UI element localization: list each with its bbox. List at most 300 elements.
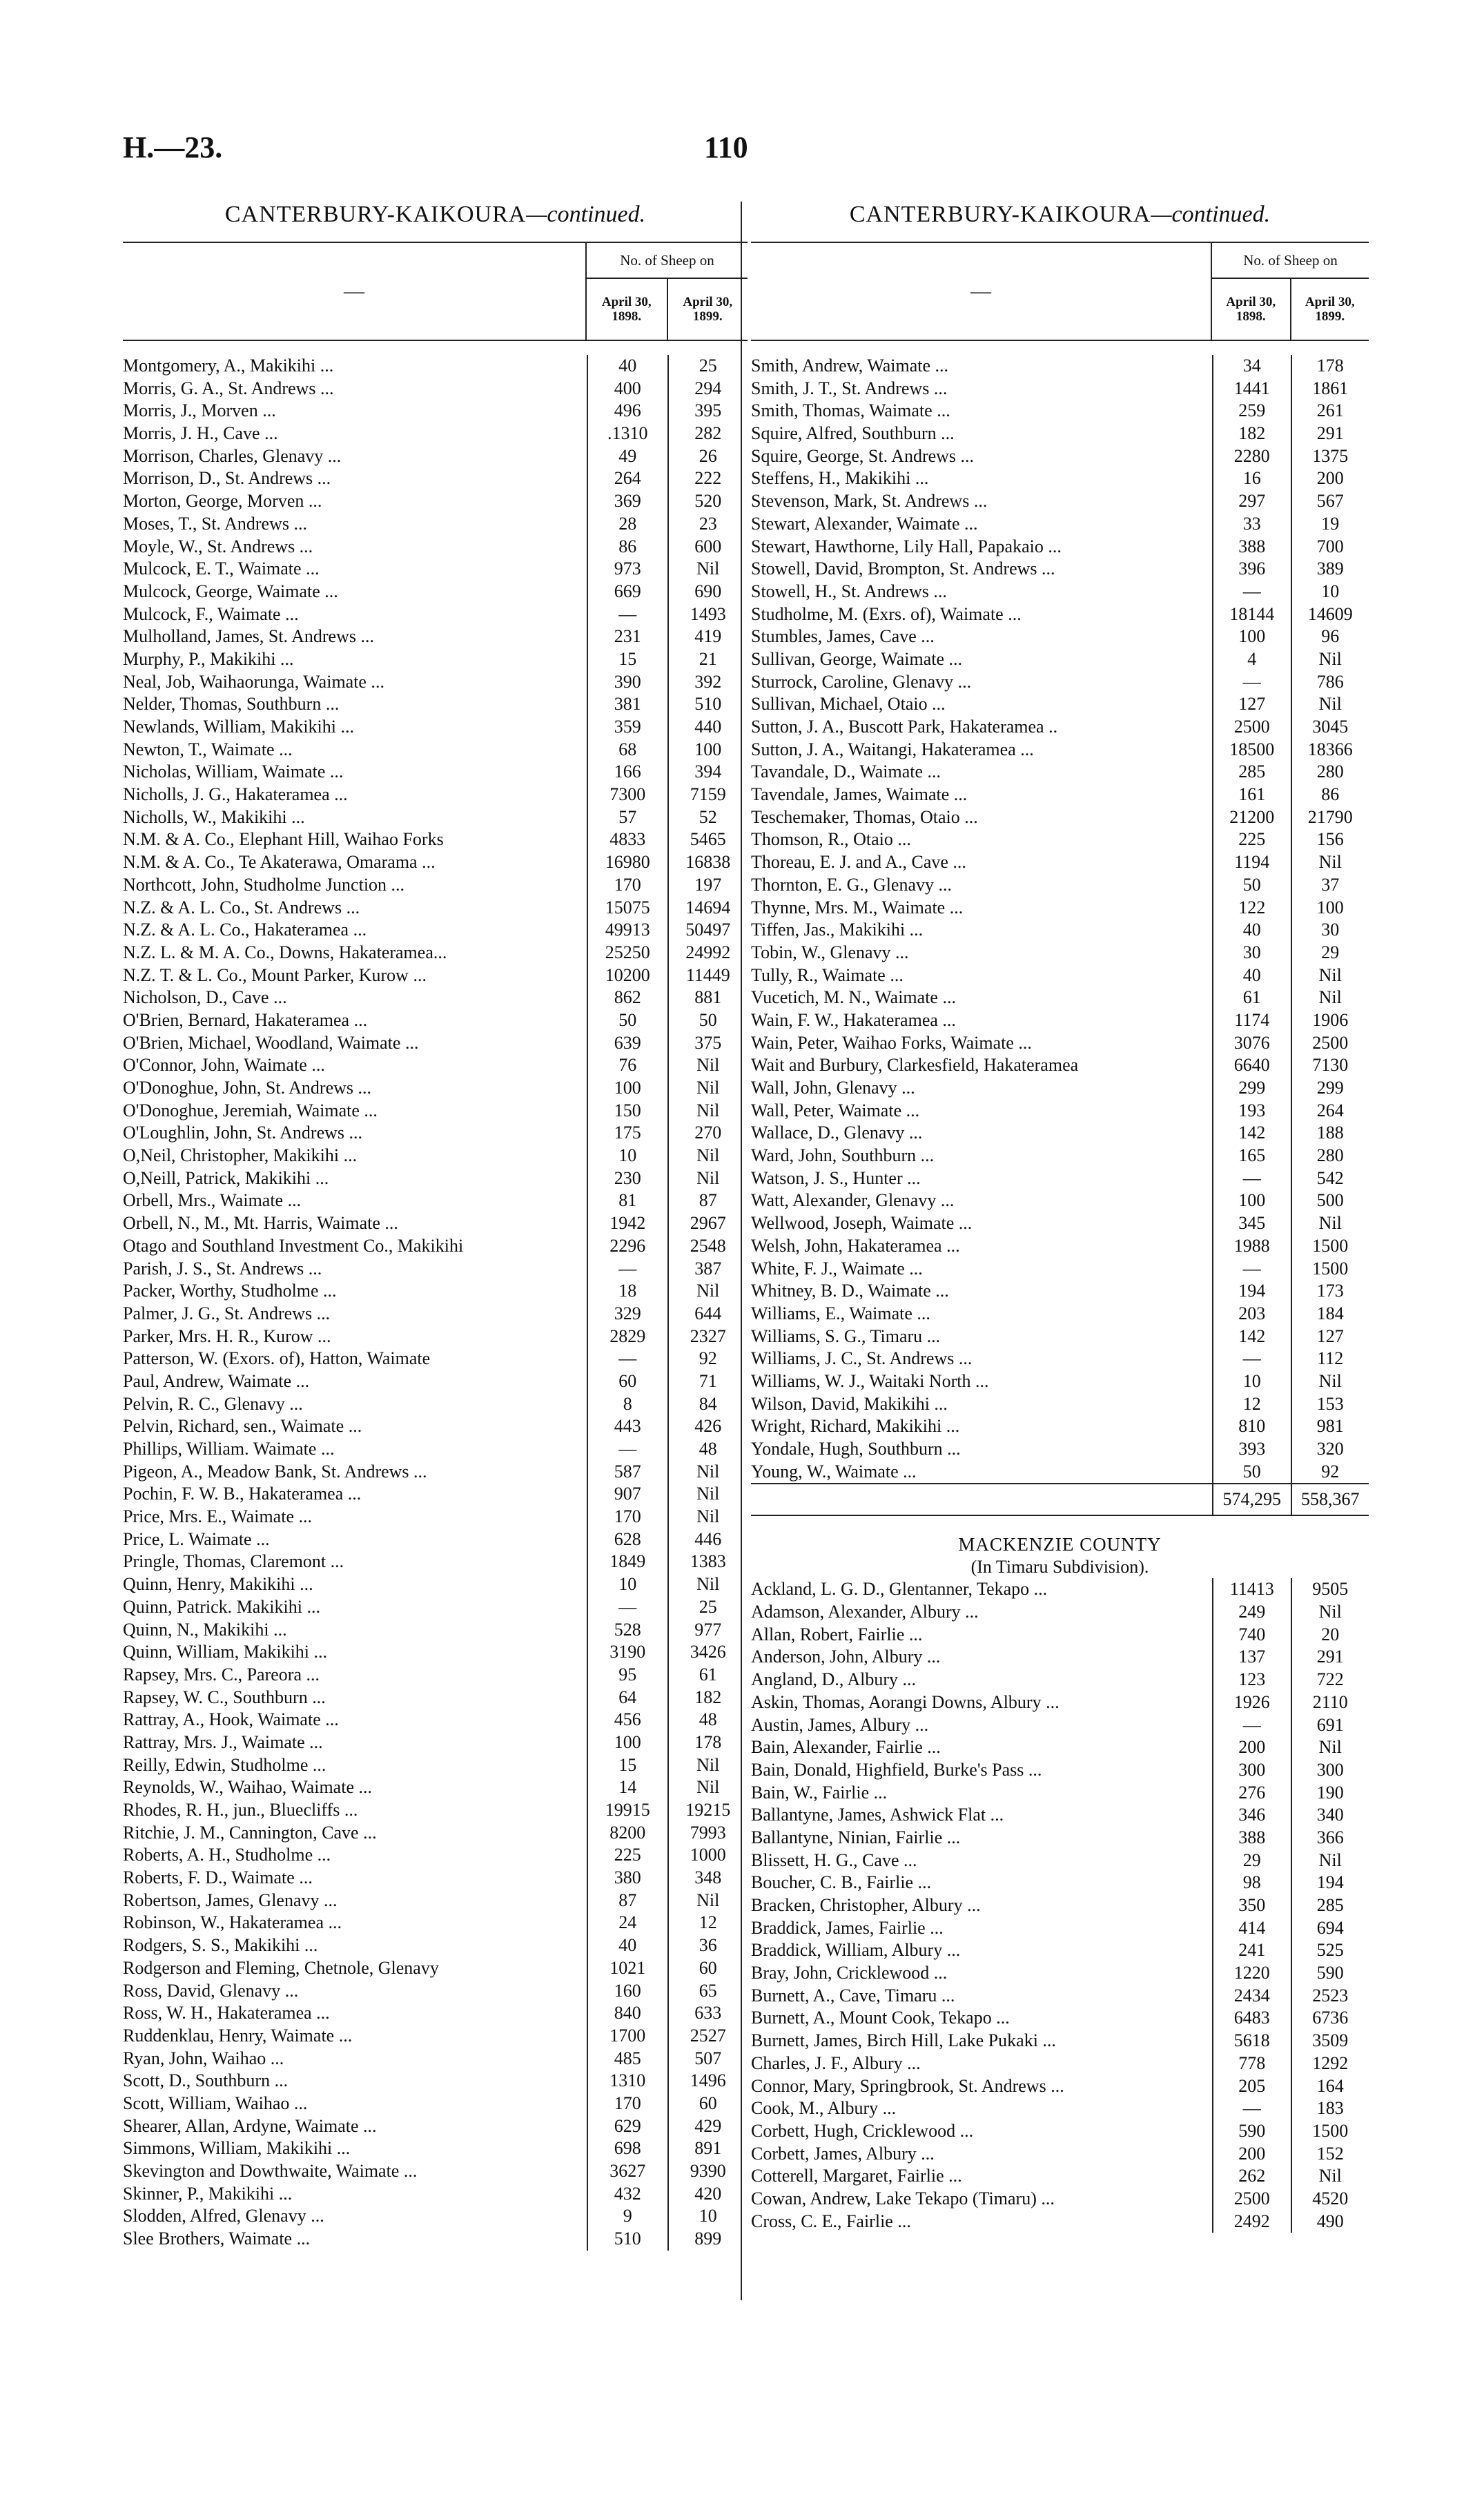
table-row	[123, 1596, 748, 1619]
sheep-1898: 241	[1212, 1939, 1291, 1962]
table-row	[751, 2165, 1369, 2188]
holder-name: Neal, Job, Waihaorunga, Waimate ...	[123, 671, 384, 692]
sheep-1899: 2527	[667, 2025, 748, 2048]
sheep-1899: 2327	[667, 1326, 748, 1348]
holder-name: Welsh, John, Hakateramea ...	[751, 1235, 960, 1256]
holder-name: Sutton, J. A., Waitangi, Hakateramea ...	[751, 739, 1034, 759]
table-row	[123, 1844, 748, 1867]
sheep-1898: —	[1212, 1714, 1291, 1737]
holder-name: O,Neil, Christopher, Makikihi ...	[123, 1145, 358, 1166]
table-row	[751, 919, 1369, 942]
sheep-1899: 1375	[1291, 445, 1369, 468]
section-subtitle: (In Timaru Subdivision).	[970, 1557, 1149, 1577]
sheep-1899: 183	[1291, 2097, 1369, 2120]
sheep-1898: 2500	[1212, 716, 1291, 739]
table-row	[123, 828, 748, 851]
table-row	[123, 1867, 748, 1890]
holder-name: Whitney, B. D., Waimate ...	[751, 1281, 949, 1301]
sheep-1899: Nil	[1291, 964, 1369, 987]
sheep-1899: 21	[667, 648, 748, 671]
table-row	[751, 355, 1369, 378]
holder-name: Mulcock, E. T., Waimate ...	[123, 559, 320, 579]
sheep-1898: 200	[1212, 1736, 1291, 1759]
table-row	[751, 1438, 1369, 1461]
sheep-1899: 173	[1291, 1280, 1369, 1303]
sheep-1898: 381	[587, 693, 667, 716]
holder-name: Ackland, L. G. D., Glentanner, Tekapo ...	[751, 1579, 1048, 1600]
sheep-1899: 100	[667, 739, 748, 761]
table-row	[123, 1890, 748, 1912]
sheep-1898: 194	[1212, 1280, 1291, 1303]
holder-name: Wain, F. W., Hakateramea ...	[751, 1009, 956, 1030]
sheep-1898: 166	[587, 761, 667, 784]
sheep-1898: 6640	[1212, 1054, 1291, 1077]
sheep-1899: 61	[667, 1664, 748, 1687]
sheep-1898: 10	[1212, 1370, 1291, 1393]
holder-name: Williams, S. G., Timaru ...	[751, 1326, 941, 1346]
table-row	[123, 1009, 748, 1032]
sheep-1899: 722	[1291, 1669, 1369, 1691]
sheep-1898: 740	[1212, 1624, 1291, 1647]
holder-name: Rapsey, W. C., Southburn ...	[123, 1687, 326, 1707]
holder-name: Burnett, James, Birch Hill, Lake Pukaki ...	[751, 2030, 1056, 2051]
sheep-1898: 87	[587, 1890, 667, 1912]
holder-name: Mulcock, F., Waimate ...	[123, 603, 299, 624]
table-row	[123, 1235, 748, 1258]
table-row	[123, 1664, 748, 1687]
holder-name: Morris, J. H., Cave ...	[123, 423, 278, 444]
holder-name: Slee Brothers, Waimate ...	[123, 2229, 311, 2249]
holder-name: Patterson, W. (Exors. of), Hatton, Waimate	[123, 1348, 431, 1369]
sheep-1899: 164	[1291, 2075, 1369, 2098]
sheep-1898: 629	[587, 2115, 667, 2138]
holder-name: Adamson, Alexander, Albury ...	[751, 1602, 979, 1622]
sheep-1899: 4520	[1291, 2188, 1369, 2211]
holder-name: Burnett, A., Cave, Timaru ...	[751, 1985, 955, 2006]
table-row	[123, 355, 748, 378]
holder-name: Cross, C. E., Fairlie ...	[751, 2211, 911, 2231]
sheep-1899: Nil	[667, 1754, 748, 1777]
sheep-1899: 18366	[1291, 739, 1369, 761]
table-row	[123, 1167, 748, 1190]
sheep-1899: Nil	[667, 558, 748, 581]
sheep-1898: 64	[587, 1687, 667, 1709]
table-row	[123, 1100, 748, 1123]
col-1898-header: April 30, 1898.	[1226, 295, 1276, 324]
holder-name: Mulholland, James, St. Andrews ...	[123, 626, 374, 647]
table-row	[123, 806, 748, 829]
sheep-1898: 100	[587, 1731, 667, 1754]
table-row	[123, 2228, 748, 2251]
table-row	[751, 648, 1369, 671]
sheep-1898: 49	[587, 445, 667, 468]
sheep-1899: 394	[667, 761, 748, 784]
holder-name: White, F. J., Waimate ...	[751, 1258, 923, 1279]
holder-name: Watt, Alexander, Glenavy ...	[751, 1190, 955, 1211]
sheep-1899: 387	[667, 1258, 748, 1281]
holder-name: Teschemaker, Thomas, Otaio ...	[751, 806, 978, 827]
sheep-1899: 1496	[667, 2070, 748, 2093]
sheep-1898: 30	[1212, 942, 1291, 964]
sheep-1899: 92	[667, 1348, 748, 1370]
sheep-1899: 19215	[667, 1799, 748, 1822]
sheep-1898: 587	[587, 1461, 667, 1484]
holder-name: Stevenson, Mark, St. Andrews ...	[751, 491, 988, 512]
sheep-1899: 420	[667, 2183, 748, 2206]
sheep-1899: 29	[1291, 942, 1369, 964]
sheep-1898: 1310	[587, 2070, 667, 2093]
table-row	[751, 1601, 1369, 1624]
table-row	[123, 1370, 748, 1393]
holder-name: Packer, Worthy, Studholme ...	[123, 1281, 337, 1301]
table-row	[751, 1894, 1369, 1917]
table-row	[123, 648, 748, 671]
table-row	[751, 1326, 1369, 1348]
sheep-1898: 2434	[1212, 1985, 1291, 2008]
holder-name: Pochin, F. W. B., Hakateramea ...	[123, 1484, 362, 1504]
sheep-1899: 2967	[667, 1212, 748, 1235]
holder-name: Montgomery, A., Makikihi ...	[123, 356, 334, 376]
sheep-1898: 262	[1212, 2165, 1291, 2188]
table-row	[751, 1714, 1369, 1737]
holder-name: Wallace, D., Glenavy ...	[751, 1123, 923, 1143]
sheep-1898: 100	[1212, 1190, 1291, 1212]
sheep-1898: 2492	[1212, 2211, 1291, 2233]
table-row	[123, 1483, 748, 1506]
sheep-1898: 11413	[1212, 1578, 1291, 1601]
table-row	[751, 1077, 1369, 1100]
holder-name: Cotterell, Margaret, Fairlie ...	[751, 2166, 962, 2186]
sheep-1898: 2280	[1212, 445, 1291, 468]
table-row	[123, 942, 748, 964]
table-row	[751, 1009, 1369, 1032]
sheep-1899: 294	[667, 378, 748, 400]
holder-name: Sullivan, Michael, Otaio ...	[751, 694, 946, 715]
sheep-1898: 350	[1212, 1894, 1291, 1917]
table-row	[123, 1212, 748, 1235]
sheep-1899: 6736	[1291, 2007, 1369, 2030]
holder-name: Murphy, P., Makikihi ...	[123, 648, 294, 669]
sheep-1899: 690	[667, 581, 748, 603]
sheep-1898: 18500	[1212, 739, 1291, 761]
table-row	[123, 1122, 748, 1145]
sheep-1898: 16	[1212, 467, 1291, 490]
table-row	[751, 2120, 1369, 2143]
sheep-column-group	[585, 243, 748, 340]
sheep-1899: 490	[1291, 2211, 1369, 2233]
sheep-1899: Nil	[1291, 1370, 1369, 1393]
sheep-1899: 7993	[667, 1822, 748, 1845]
table-row	[751, 445, 1369, 468]
holder-name: O'Brien, Bernard, Hakateramea ...	[123, 1009, 368, 1030]
sheep-1898: 123	[1212, 1669, 1291, 1691]
sheep-1899: 389	[1291, 558, 1369, 581]
table-row	[123, 1957, 748, 1980]
sheep-1899: 14609	[1291, 603, 1369, 626]
table-row	[751, 671, 1369, 694]
holder-name: Robinson, W., Hakateramea ...	[123, 1912, 342, 1933]
table-row	[751, 558, 1369, 581]
sheep-1898: 528	[587, 1619, 667, 1642]
sheep-1899: 197	[667, 874, 748, 897]
table-row	[123, 1619, 748, 1642]
sheep-1898: 10200	[587, 964, 667, 987]
sheep-1899: 3509	[1291, 2030, 1369, 2052]
holder-name: Rapsey, Mrs. C., Pareora ...	[123, 1664, 320, 1685]
table-row	[751, 716, 1369, 739]
section-heading	[751, 202, 1369, 242]
sheep-1899: Nil	[667, 1890, 748, 1912]
sheep-1899: 691	[1291, 1714, 1369, 1737]
sheep-1899: Nil	[1291, 851, 1369, 874]
holder-name: O'Donoghue, John, St. Andrews ...	[123, 1078, 372, 1098]
holder-name: Sullivan, George, Waimate ...	[751, 648, 962, 669]
holder-name: Ballantyne, Ninian, Fairlie ...	[751, 1827, 961, 1847]
sheep-1899: 291	[1291, 1646, 1369, 1669]
sheep-1899: Nil	[1291, 1601, 1369, 1624]
table-row	[751, 1939, 1369, 1962]
sheep-1898: 170	[587, 1506, 667, 1528]
sheep-1898: 137	[1212, 1646, 1291, 1669]
sheep-1898: 15	[587, 1754, 667, 1777]
sheep-1898: 432	[587, 2183, 667, 2206]
sheep-1898: 396	[1212, 558, 1291, 581]
sheep-1899: 899	[667, 2228, 748, 2251]
table-row	[751, 1850, 1369, 1872]
table-row	[123, 1687, 748, 1709]
sheep-1898: 639	[587, 1032, 667, 1055]
sheep-1899: 429	[667, 2115, 748, 2138]
sheep-1898: 264	[587, 467, 667, 490]
holder-name: N.M. & A. Co., Elephant Hill, Waihao Forks	[123, 829, 444, 850]
holder-name: Yondale, Hugh, Southburn ...	[751, 1439, 961, 1459]
table-row	[751, 1393, 1369, 1416]
sheep-1899: 36	[667, 1934, 748, 1957]
holder-name: Quinn, Henry, Makikihi ...	[123, 1574, 313, 1595]
table-header	[751, 242, 1369, 341]
sheep-1898: 259	[1212, 400, 1291, 423]
sheep-1899: Nil	[1291, 2165, 1369, 2188]
sheep-1899: 60	[667, 1957, 748, 1980]
holder-name: Boucher, C. B., Fairlie ...	[751, 1872, 932, 1893]
sheep-1899: 285	[1291, 1894, 1369, 1917]
sheep-1898: —	[587, 1348, 667, 1370]
table-row	[751, 1646, 1369, 1669]
table-row	[123, 851, 748, 874]
holder-name: Tiffen, Jas., Makikihi ...	[751, 920, 924, 940]
sheep-1899: 37	[1291, 874, 1369, 897]
holder-name: Anderson, John, Albury ...	[751, 1647, 941, 1667]
sheep-1899: 96	[1291, 625, 1369, 648]
sheep-group-label: No. of Sheep on	[587, 243, 748, 279]
sheep-1898: 193	[1212, 1100, 1291, 1123]
sheep-1899: 194	[1291, 1872, 1369, 1894]
holder-name: Ruddenklau, Henry, Waimate ...	[123, 2025, 353, 2046]
holder-name: O'Loughlin, John, St. Andrews ...	[123, 1123, 363, 1143]
sheep-1898: 40	[587, 1934, 667, 1957]
holder-name: Price, L. Waimate ...	[123, 1528, 270, 1549]
table-row	[123, 625, 748, 648]
holder-name: Thoreau, E. J. and A., Cave ...	[751, 852, 966, 873]
table-row	[123, 761, 748, 784]
sheep-1898: 2296	[587, 1235, 667, 1258]
sheep-1898: 160	[587, 1980, 667, 2003]
sheep-1899: 977	[667, 1619, 748, 1642]
sheep-1899: 182	[667, 1687, 748, 1709]
sheep-1898: —	[587, 1438, 667, 1461]
sheep-1898: 40	[1212, 919, 1291, 942]
table-row	[751, 1782, 1369, 1805]
sheep-1898: 1441	[1212, 378, 1291, 400]
holder-name: Roberts, A. H., Studholme ...	[123, 1845, 331, 1865]
sheep-1899: 10	[1291, 581, 1369, 603]
sheep-1898: 1849	[587, 1551, 667, 1573]
table-row	[123, 603, 748, 626]
holder-name: Smith, Andrew, Waimate ...	[751, 356, 949, 376]
table-row	[123, 1506, 748, 1528]
holder-name: Simmons, William, Makikihi ...	[123, 2138, 351, 2159]
table-row	[123, 1077, 748, 1100]
col-1899-header: April 30, 1899.	[1290, 279, 1369, 340]
sheep-1898: 1194	[1212, 851, 1291, 874]
table-row	[123, 784, 748, 806]
table-row	[751, 1578, 1369, 1601]
sheep-1899: 600	[667, 536, 748, 559]
sheep-1899: 264	[1291, 1100, 1369, 1123]
table-row	[751, 761, 1369, 784]
heading-text: CANTERBURY-KAIKOURA	[849, 202, 1151, 227]
holder-name: Stewart, Hawthorne, Lily Hall, Papakaio ...	[751, 536, 1062, 556]
holder-name: Morris, J., Morven ...	[123, 400, 276, 421]
holder-name: Scott, D., Southburn ...	[123, 2070, 289, 2091]
sheep-1899: 395	[667, 400, 748, 423]
sheep-1898: 12	[1212, 1393, 1291, 1416]
table-row	[751, 897, 1369, 920]
holder-name: Nelder, Thomas, Southburn ...	[123, 694, 340, 715]
sheep-1898: 61	[1212, 987, 1291, 1009]
sheep-1898: 359	[587, 716, 667, 739]
sheep-1899: 25	[667, 355, 748, 378]
sheep-1899: Nil	[667, 1054, 748, 1077]
table-row	[123, 2205, 748, 2228]
sheep-1899: 127	[1291, 1326, 1369, 1348]
sheep-1899: 510	[667, 693, 748, 716]
sheep-1898: 345	[1212, 1212, 1291, 1235]
table-row	[751, 874, 1369, 897]
table-row	[751, 1145, 1369, 1167]
sheep-1899: 7159	[667, 784, 748, 806]
sheep-1898: 8200	[587, 1822, 667, 1845]
sheep-1899: 300	[1291, 1759, 1369, 1782]
sheep-1899: 65	[667, 1980, 748, 2003]
sheep-1898: —	[1212, 581, 1291, 603]
sheep-1898: 4833	[587, 828, 667, 851]
table-row	[751, 828, 1369, 851]
sheep-1899: 891	[667, 2137, 748, 2160]
sheep-1898: 50	[587, 1009, 667, 1032]
sheep-1899: 184	[1291, 1303, 1369, 1326]
sheep-1898: 40	[1212, 964, 1291, 987]
holder-name: Newton, T., Waimate ...	[123, 739, 293, 759]
sheep-1898: —	[1212, 1167, 1291, 1190]
name-column-header: —	[344, 280, 364, 302]
holder-name: Braddick, James, Fairlie ...	[751, 1917, 944, 1938]
sheep-1898: 1926	[1212, 1691, 1291, 1714]
table-row	[751, 1415, 1369, 1438]
sheep-1899: 24992	[667, 942, 748, 964]
holder-name: Skinner, P., Makikihi ...	[123, 2183, 293, 2204]
sheep-1899: 156	[1291, 828, 1369, 851]
sheep-1899: 1500	[1291, 1235, 1369, 1258]
sheep-1898: 95	[587, 1664, 667, 1687]
sheep-1898: 98	[1212, 1872, 1291, 1894]
sheep-1898: 225	[587, 1844, 667, 1867]
sheep-1898: 28	[587, 513, 667, 536]
table-row	[751, 1054, 1369, 1077]
sheep-1898: 9	[587, 2205, 667, 2228]
sheep-1898: 3076	[1212, 1032, 1291, 1055]
table-row	[751, 1669, 1369, 1691]
table-row	[751, 423, 1369, 445]
sheep-1899: 694	[1291, 1917, 1369, 1940]
holder-name: Northcott, John, Studholme Junction ...	[123, 874, 405, 895]
sheep-1899: 52	[667, 806, 748, 829]
holder-name: Parker, Mrs. H. R., Kurow ...	[123, 1326, 331, 1346]
table-row	[123, 1280, 748, 1303]
sheep-group-label: No. of Sheep on	[1212, 243, 1369, 279]
table-row	[751, 2211, 1369, 2233]
table-row	[751, 581, 1369, 603]
sheep-1899: 644	[667, 1303, 748, 1326]
sheep-1899: 178	[667, 1731, 748, 1754]
holder-name: Askin, Thomas, Aorangi Downs, Albury ...	[751, 1691, 1060, 1712]
table-row	[123, 2137, 748, 2160]
sheep-1899: 48	[667, 1438, 748, 1461]
sheep-1898: .1310	[587, 423, 667, 445]
holder-name: N.Z. & A. L. Co., St. Andrews ...	[123, 897, 360, 918]
holder-name: O,Neill, Patrick, Makikihi ...	[123, 1167, 329, 1188]
holder-name: Ross, David, Glenavy ...	[123, 1980, 299, 2001]
sheep-1899: 520	[667, 490, 748, 513]
holder-name: Morton, George, Morven ...	[123, 491, 322, 512]
sheep-1899: 71	[667, 1370, 748, 1393]
sheep-1899: 282	[667, 423, 748, 445]
table-row	[123, 874, 748, 897]
holder-name: Blissett, H. G., Cave ...	[751, 1850, 917, 1870]
table-row	[123, 1799, 748, 1822]
sheep-1899: 525	[1291, 1939, 1369, 1962]
sheep-1898: 862	[587, 987, 667, 1009]
sheep-1899: 60	[667, 2093, 748, 2115]
sheep-1898: 973	[587, 558, 667, 581]
sheep-1899: 1861	[1291, 378, 1369, 400]
sheep-1898: 15	[587, 648, 667, 671]
sheep-1899: Nil	[667, 1483, 748, 1506]
table-row	[123, 513, 748, 536]
sheep-1899: 392	[667, 671, 748, 694]
sheep-1899: 375	[667, 1032, 748, 1055]
table-row	[751, 964, 1369, 987]
sheep-1899: 153	[1291, 1393, 1369, 1416]
sheep-1898: 225	[1212, 828, 1291, 851]
sheep-1898: 142	[1212, 1326, 1291, 1348]
total-row	[751, 1483, 1369, 1516]
holder-name: Bray, John, Cricklewood ...	[751, 1963, 948, 1983]
table-row	[751, 1167, 1369, 1190]
sheep-1898: 21200	[1212, 806, 1291, 829]
holder-name: Orbell, N., M., Mt. Harris, Waimate ...	[123, 1213, 398, 1234]
sheep-1899: 542	[1291, 1167, 1369, 1190]
